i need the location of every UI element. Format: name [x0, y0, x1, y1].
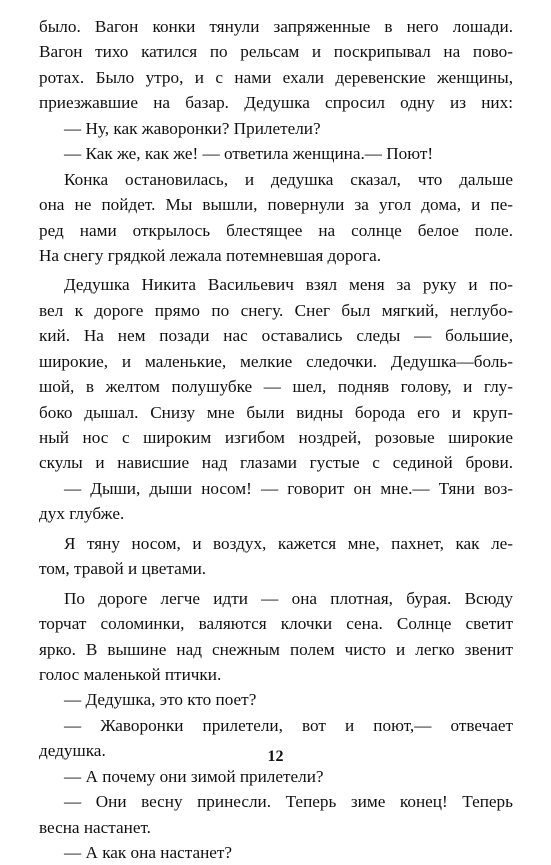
- dialogue-line: — Они весну принесли. Теперь зиме конец! Теперь: [64, 792, 513, 812]
- text-line: кий. На нем позади нас оставались следы — большие,: [39, 326, 513, 346]
- text-line: ный нос с широким изгибом ноздрей, розовые широкие: [39, 428, 513, 447]
- text-line: она не пойдет. Мы вышли, повернули за угол дома, и пе-: [39, 195, 513, 215]
- body-text: [39, 14, 513, 865]
- text-line: боко дышал. Снизу мне были видны борода его и круп-: [39, 402, 513, 422]
- text-line: вел к дороге прямо по снегу. Снег был мягкий, неглубо-: [39, 300, 513, 320]
- dialogue-line: — Как же, как же! — ответила женщина.— Поют!: [64, 144, 434, 164]
- page-number: 12: [267, 748, 284, 765]
- text-line: дух глубже.: [39, 504, 125, 524]
- text-line: том, травой и цветами.: [39, 559, 207, 579]
- text-line: скулы и нависшие над глазами густые с сединой брови.: [39, 453, 513, 473]
- text-line: широкие, и маленькие, мелкие следочки. Дедушка—боль-: [39, 351, 513, 371]
- text-line: дедушка.: [39, 741, 106, 761]
- paragraph-start: Конка остановилась, и дедушка сказал, что дальше: [64, 169, 513, 189]
- text-line: было. Вагон конки тянули запряженные в него лошади.: [39, 17, 513, 36]
- text-line: На снегу грядкой лежала потемневшая дорога.: [39, 245, 382, 265]
- text-line: ротах. Было утро, и с нами ехали деревенские женщины,: [39, 67, 513, 87]
- dialogue-line: — Жаворонки прилетели, вот и поют,— отвечает: [64, 715, 513, 735]
- paragraph-start: По дороге легче идти — она плотная, бурая. Всюду: [64, 588, 513, 608]
- dialogue-line: — Дедушка, это кто поет?: [64, 690, 257, 710]
- dialogue-line: — А почему они зимой прилетели?: [64, 766, 324, 786]
- paragraph-start: Я тяну носом, и воздух, кажется мне, пахнет, как ле-: [64, 533, 513, 553]
- text-line: приезжавшие на базар. Дедушка спросил одну из них:: [39, 93, 513, 113]
- text-line: шой, в желтом полушубке — шел, подняв голову, и глу-: [39, 377, 513, 397]
- text-line: весна настанет.: [39, 817, 151, 837]
- text-line: торчат соломинки, валяются клочки сена. Солнце светит: [39, 614, 513, 634]
- dialogue-line: — А как она настанет?: [64, 843, 233, 862]
- text-line: Вагон тихо катился по рельсам и поскрипывал на пово-: [39, 42, 513, 62]
- text-line: ред нами открылось блестящее на солнце белое поле.: [39, 220, 513, 240]
- dialogue-line: — Ну, как жаворонки? Прилетели?: [64, 118, 321, 138]
- text-line: ярко. В вышине над снежным полем чисто и легко звенит: [39, 639, 513, 659]
- paragraph-start: Дедушка Никита Васильевич взял меня за руку и по-: [64, 275, 513, 295]
- text-line: голос маленькой птички.: [39, 664, 222, 684]
- dialogue-line: — Дыши, дыши носом! — говорит он мне.— Тяни воз-: [64, 478, 513, 498]
